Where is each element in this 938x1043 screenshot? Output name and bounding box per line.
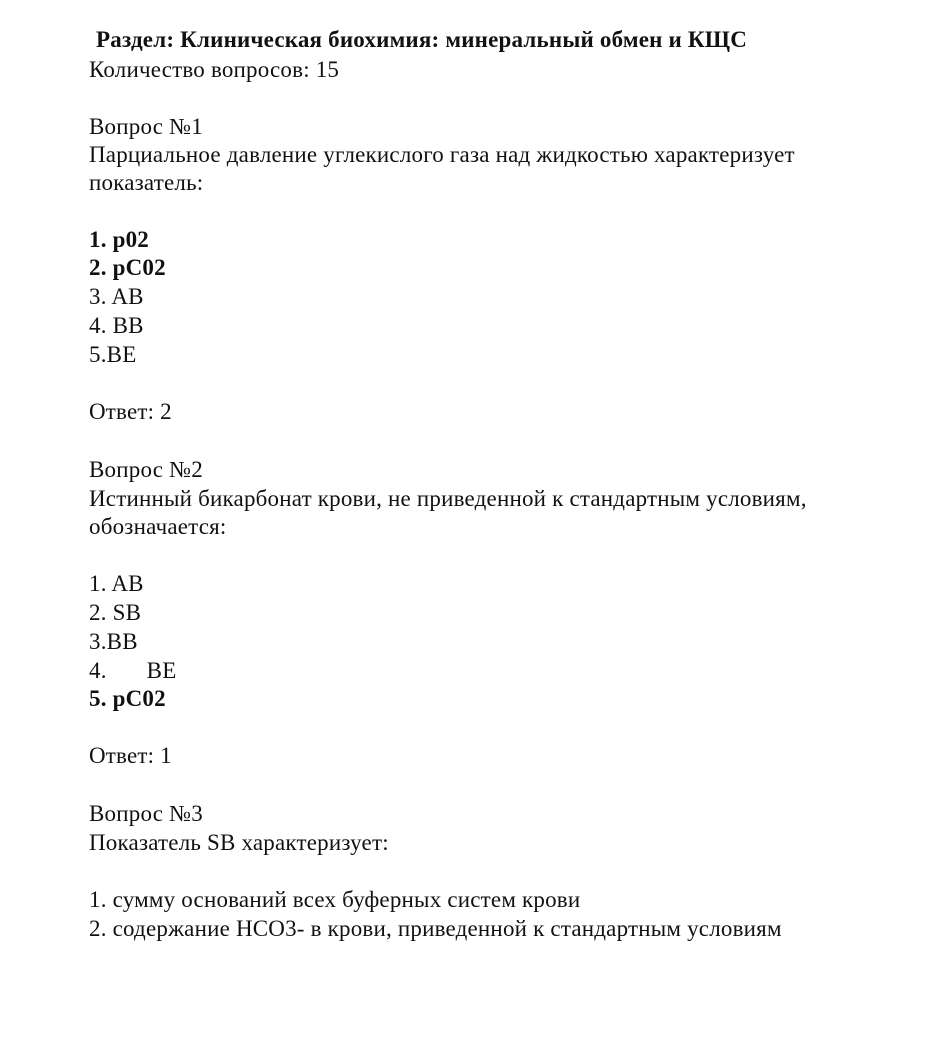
question-count: Количество вопросов: 15	[89, 57, 340, 82]
question-1-text-line-2: показатель:	[89, 170, 204, 195]
option-text: p02	[112, 227, 150, 252]
option-text: pC02	[112, 686, 166, 711]
question-3-option-2	[89, 915, 782, 943]
option-text: AB	[111, 571, 144, 596]
option-text: pC02	[112, 255, 166, 280]
question-1-label: Вопрос №1	[89, 114, 203, 139]
option-number: 3.	[89, 629, 107, 654]
option-text: сумму оснований всех буферных систем крови	[112, 887, 581, 912]
question-3-label: Вопрос №3	[89, 801, 203, 826]
option-number: 1.	[89, 887, 107, 912]
option-text: BE	[106, 342, 137, 367]
question-3-text-line-1: Показатель SB характеризует:	[89, 830, 389, 855]
question-2-option-2	[89, 599, 141, 627]
option-text: SB	[112, 600, 142, 625]
option-text: BE	[146, 658, 177, 683]
question-2-text-line-2: обозначается:	[89, 514, 227, 539]
question-2-option-4	[89, 657, 176, 685]
question-1-option-2	[89, 254, 166, 282]
option-text: AB	[111, 284, 144, 309]
question-1-option-4	[89, 312, 144, 340]
question-2-label: Вопрос №2	[89, 457, 203, 482]
question-2-option-1	[89, 570, 144, 598]
option-number: 5.	[89, 686, 107, 711]
option-number: 4.	[89, 313, 107, 338]
question-3-option-1	[89, 886, 580, 914]
option-number: 1.	[89, 571, 107, 596]
option-number: 2.	[89, 916, 107, 941]
option-text: BB	[112, 313, 144, 338]
option-number: 2.	[89, 255, 107, 280]
option-number: 4.	[89, 658, 107, 683]
question-1-answer: Ответ: 2	[89, 399, 172, 424]
question-2-answer: Ответ: 1	[89, 743, 172, 768]
question-2-option-3	[89, 628, 138, 656]
option-number: 2.	[89, 600, 107, 625]
question-1-option-5	[89, 341, 136, 369]
question-1-option-3	[89, 283, 144, 311]
option-number: 1.	[89, 227, 107, 252]
question-1-text-line-1: Парциальное давление углекислого газа над жидкостью характеризует	[89, 142, 795, 167]
question-2-option-5	[89, 685, 166, 713]
question-2-text-line-1: Истинный бикарбонат крови, не приведенной к стандартным условиям,	[89, 486, 807, 511]
option-text: BB	[106, 629, 138, 654]
option-number: 5.	[89, 342, 107, 367]
option-text: содержание HCO3- в крови, приведенной к стандартным условиям	[112, 916, 782, 941]
section-title: Раздел: Клиническая биохимия: минеральный обмен и КЩС	[96, 27, 748, 52]
question-1-option-1	[89, 226, 149, 254]
option-number: 3.	[89, 284, 107, 309]
